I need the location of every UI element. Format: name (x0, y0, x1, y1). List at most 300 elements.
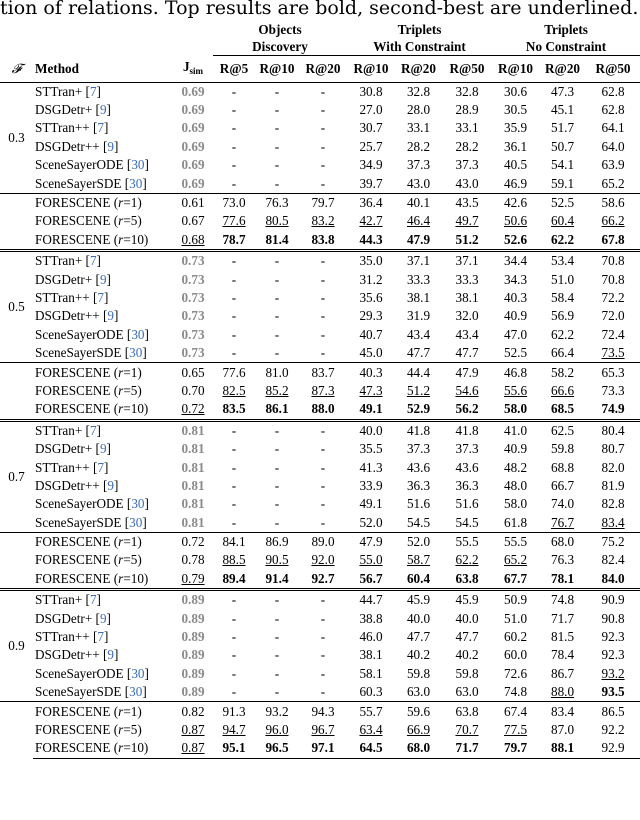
table-row (0, 551, 640, 569)
table-row (0, 458, 640, 476)
underlined-value: 0.87 (181, 721, 205, 737)
jsim-value: 0.89 (181, 610, 205, 626)
wc-value: 59.8 (455, 665, 479, 681)
wc-value: 28.9 (455, 102, 479, 118)
wc-value: 40.0 (455, 610, 479, 626)
header-col-9: R@50 (595, 60, 631, 76)
nc-value: 62.8 (601, 102, 625, 118)
obj-value: - (274, 441, 280, 457)
jsim-main: J (182, 58, 190, 74)
nc-value: 51.0 (550, 271, 575, 287)
nc-value: 40.9 (503, 441, 528, 457)
results-table (0, 21, 640, 759)
value-cell: 0.82 (173, 702, 213, 721)
citation-link[interactable]: 9 (107, 647, 114, 663)
nc-value: 92.3 (601, 629, 625, 645)
r-symbol: r (118, 721, 124, 737)
header-spacer (33, 38, 173, 56)
header-spacer (173, 38, 213, 56)
value-cell: 83.8 (311, 231, 335, 247)
value-cell: 65.3 (586, 363, 640, 382)
nc-value: 61.8 (503, 514, 528, 530)
value-cell: 43.5 (442, 193, 492, 212)
underlined-value: 88.0 (550, 684, 575, 700)
nc-value: 90.8 (601, 610, 625, 626)
header-spacer (173, 21, 213, 38)
nc-value: 86.7 (550, 665, 575, 681)
table-row (0, 477, 640, 495)
underlined-value: 93.2 (601, 665, 625, 681)
value-cell (395, 721, 442, 739)
obj-value: - (320, 441, 326, 457)
citation-link[interactable]: 9 (107, 138, 114, 154)
r-symbol: r (118, 401, 124, 417)
nc-value: 48.2 (503, 459, 528, 475)
value-cell: 47.9 (406, 231, 431, 247)
header-no-constraint-line2: No Constraint (492, 38, 640, 56)
obj-value: - (274, 289, 280, 305)
value-cell: 83.5 (222, 401, 246, 417)
jsim-value: 0.69 (181, 120, 205, 136)
value-cell: 40.1 (395, 193, 442, 212)
table-row (0, 119, 640, 137)
r-symbol: r (118, 231, 124, 247)
r-symbol: r (118, 382, 124, 398)
wc-value: 40.0 (347, 420, 395, 440)
nc-value: 70.8 (586, 251, 640, 271)
obj-value: - (274, 271, 280, 287)
nc-value: 74.0 (550, 496, 575, 512)
value-cell: 84.0 (601, 570, 625, 586)
obj-value: - (274, 175, 280, 191)
r-symbol: r (118, 703, 124, 719)
citation-link[interactable]: 7 (97, 120, 104, 136)
jsim-value: 0.81 (181, 514, 205, 530)
jsim-value: 0.81 (181, 441, 205, 457)
wc-value: 41.3 (359, 459, 383, 475)
jsim-value: 0.89 (181, 647, 205, 663)
header-col-2: R@10 (259, 60, 295, 76)
underlined-value: 66.9 (406, 721, 431, 737)
value-cell: 88.0 (311, 401, 335, 417)
value-cell: 58.0 (503, 401, 528, 417)
table-row (0, 289, 640, 307)
citation-link[interactable]: 30 (131, 157, 145, 173)
value-cell: 67.7 (503, 570, 528, 586)
value-cell: 68.5 (550, 401, 575, 417)
obj-value: - (231, 289, 237, 305)
method-name: FORESCENE (r=10) (35, 570, 149, 586)
citation-link[interactable]: 7 (89, 422, 97, 438)
r-symbol: r (118, 740, 124, 756)
value-cell: 73.3 (601, 382, 625, 398)
value-cell: 44.4 (395, 363, 442, 382)
value-cell (442, 551, 492, 569)
value-cell: 86.5 (586, 702, 640, 721)
value-cell: 36.4 (347, 193, 395, 212)
wc-value: 47.7 (406, 629, 431, 645)
citation-link[interactable]: 30 (131, 496, 145, 512)
obj-value: - (274, 514, 280, 530)
obj-value: - (231, 120, 237, 136)
citation-link[interactable]: 7 (97, 629, 104, 645)
value-cell: 52.9 (406, 401, 431, 417)
table-row (0, 363, 640, 382)
obj-value: - (320, 496, 326, 512)
obj-value: - (320, 514, 326, 530)
nc-value: 64.1 (601, 120, 625, 136)
wc-value: 29.3 (359, 308, 383, 324)
obj-value: - (320, 157, 326, 173)
value-cell: 92.7 (311, 570, 335, 586)
underlined-value: 51.2 (406, 382, 431, 398)
value-cell: 52.5 (539, 193, 586, 212)
table-row (0, 420, 640, 440)
nc-value: 60.0 (503, 647, 528, 663)
wc-value: 45.9 (395, 590, 442, 610)
method-name: DSGDetr++ [9] (35, 138, 119, 154)
wc-value: 54.5 (455, 514, 479, 530)
value-cell: 63.8 (455, 570, 479, 586)
wc-value: 27.0 (359, 102, 383, 118)
method-name: FORESCENE (r=5) (35, 552, 142, 568)
nc-value: 74.8 (539, 590, 586, 610)
wc-value: 33.9 (359, 477, 383, 493)
obj-value: - (231, 271, 237, 287)
citation-link[interactable]: 30 (129, 175, 143, 191)
underlined-value: 55.6 (503, 382, 528, 398)
jsim-value: 0.73 (181, 326, 205, 342)
citation-link[interactable]: 7 (89, 253, 97, 269)
value-cell: 46.8 (492, 363, 539, 382)
value-cell: 62.2 (550, 231, 575, 247)
obj-value: - (231, 441, 237, 457)
obj-value: - (213, 590, 255, 610)
jsim-value: 0.69 (181, 102, 205, 118)
value-cell: 92.2 (601, 721, 625, 737)
r-symbol: r (118, 195, 124, 211)
underlined-value: 62.2 (455, 552, 479, 568)
obj-value: - (320, 175, 326, 191)
wc-value: 60.3 (359, 684, 383, 700)
wc-value: 46.0 (359, 629, 383, 645)
r-symbol: r (118, 552, 124, 568)
obj-value: - (231, 157, 237, 173)
value-cell (395, 551, 442, 569)
table-row (0, 609, 640, 627)
nc-value: 45.1 (550, 102, 575, 118)
table-row (0, 344, 640, 363)
value-cell: 86.9 (255, 532, 299, 551)
obj-value: - (255, 420, 299, 440)
jsim-subscript: sim (189, 65, 204, 76)
header-spacer (33, 21, 173, 38)
wc-value: 41.8 (395, 420, 442, 440)
wc-value: 52.0 (359, 514, 383, 530)
wc-value: 37.3 (455, 441, 479, 457)
header-objects-line2: Discovery (213, 38, 347, 56)
value-cell: 55.5 (492, 532, 539, 551)
header-f-symbol: 𝓕 (11, 60, 22, 76)
value-cell: 74.9 (601, 401, 625, 417)
wc-value: 43.6 (406, 459, 431, 475)
nc-value: 59.1 (550, 175, 575, 191)
nc-value: 34.3 (503, 271, 528, 287)
value-cell: 60.4 (406, 570, 431, 586)
nc-value: 64.0 (601, 138, 625, 154)
value-cell: 91.4 (265, 570, 289, 586)
obj-value: - (231, 665, 237, 681)
value-cell: 89.4 (222, 570, 246, 586)
nc-value: 36.1 (503, 138, 528, 154)
citation-link[interactable]: 30 (129, 684, 143, 700)
header-with-constraint-line2: With Constraint (347, 38, 492, 56)
wc-value: 47.7 (455, 629, 479, 645)
value-cell (173, 721, 213, 739)
wc-value: 38.1 (455, 289, 479, 305)
value-cell (442, 212, 492, 230)
wc-value: 40.7 (359, 326, 383, 342)
wc-value: 54.5 (406, 514, 431, 530)
citation-link[interactable]: 9 (107, 308, 114, 324)
value-cell: 55.7 (347, 702, 395, 721)
wc-value: 37.3 (406, 157, 431, 173)
f-spacer (0, 532, 33, 589)
header-method: Method (35, 60, 79, 76)
value-cell: 58.6 (586, 193, 640, 212)
value-cell (213, 382, 255, 400)
obj-value: - (320, 345, 326, 361)
header-col-3: R@20 (305, 60, 341, 76)
value-cell (255, 382, 299, 400)
value-cell (299, 212, 347, 230)
value-cell (395, 382, 442, 400)
obj-value: - (320, 610, 326, 626)
wc-value: 28.2 (455, 138, 479, 154)
value-cell: 0.61 (173, 193, 213, 212)
obj-value: - (320, 102, 326, 118)
citation-link[interactable]: 30 (131, 665, 145, 681)
header-no-constraint-line1: Triplets (544, 22, 588, 37)
wc-value: 47.7 (455, 345, 479, 361)
value-cell (539, 382, 586, 400)
nc-value: 50.7 (550, 138, 575, 154)
method-name: STTran+ [7] (33, 251, 173, 271)
nc-value: 66.4 (550, 345, 575, 361)
method-name: FORESCENE (r=10) (35, 401, 149, 417)
obj-value: - (274, 102, 280, 118)
nc-value: 62.5 (539, 420, 586, 440)
wc-value: 36.3 (455, 477, 479, 493)
wc-value: 38.1 (359, 647, 383, 663)
value-cell: 94.3 (299, 702, 347, 721)
value-cell: 92.9 (586, 739, 640, 758)
wc-value: 45.9 (442, 590, 492, 610)
value-cell: 47.9 (442, 363, 492, 382)
value-cell: 76.3 (550, 552, 575, 568)
underlined-value: 47.3 (359, 382, 383, 398)
header-col-5: R@20 (401, 60, 436, 76)
method-name: FORESCENE (r=1) (33, 532, 173, 551)
table-row (0, 739, 640, 758)
f-value: 0.5 (0, 251, 33, 363)
method-name: FORESCENE (r=1) (33, 193, 173, 212)
value-cell: 93.2 (255, 702, 299, 721)
nc-value: 81.5 (550, 629, 575, 645)
underlined-value: 50.6 (503, 213, 528, 229)
r-symbol: r (118, 213, 124, 229)
citation-link[interactable]: 9 (99, 610, 107, 626)
citation-link[interactable]: 9 (99, 102, 107, 118)
obj-value: - (299, 251, 347, 271)
obj-value: - (274, 629, 280, 645)
table-row (0, 82, 640, 101)
obj-value: - (299, 420, 347, 440)
obj-value: - (231, 477, 237, 493)
citation-link[interactable]: 30 (129, 345, 143, 361)
obj-value: - (231, 308, 237, 324)
value-cell (347, 721, 395, 739)
table-row (0, 570, 640, 590)
value-cell: 52.0 (395, 532, 442, 551)
underlined-value: 0.87 (181, 740, 205, 756)
obj-value: - (274, 684, 280, 700)
wc-value: 43.0 (455, 175, 479, 191)
value-cell (255, 212, 299, 230)
value-cell (173, 400, 213, 420)
method-name: FORESCENE (r=1) (33, 702, 173, 721)
method-name: DSGDetr+ [9] (35, 441, 111, 457)
obj-value: - (320, 629, 326, 645)
method-name: STTran++ [7] (35, 120, 109, 136)
nc-value: 92.3 (601, 647, 625, 663)
citation-link[interactable]: 30 (129, 514, 143, 530)
value-cell (213, 551, 255, 569)
underlined-value: 42.7 (359, 213, 383, 229)
citation-link[interactable]: 9 (99, 271, 107, 287)
value-cell (395, 212, 442, 230)
citation-link[interactable]: 9 (99, 441, 107, 457)
value-cell: 73.0 (213, 193, 255, 212)
value-cell (173, 231, 213, 251)
obj-value: - (231, 459, 237, 475)
obj-value: - (274, 496, 280, 512)
value-cell: 97.1 (299, 739, 347, 758)
wc-value: 25.7 (359, 138, 383, 154)
method-name: FORESCENE (r=1) (33, 363, 173, 382)
obj-value: - (320, 120, 326, 136)
jsim-value: 0.81 (181, 496, 205, 512)
underlined-value: 54.6 (455, 382, 479, 398)
nc-value: 72.0 (601, 308, 625, 324)
jsim-value: 0.81 (181, 477, 205, 493)
method-name: FORESCENE (r=10) (33, 739, 173, 758)
value-cell: 78.1 (550, 570, 575, 586)
obj-value: - (231, 102, 237, 118)
value-cell (299, 721, 347, 739)
underlined-value: 85.2 (265, 382, 289, 398)
f-value: 0.3 (0, 82, 33, 193)
citation-link[interactable]: 30 (131, 326, 145, 342)
citation-link[interactable]: 9 (107, 477, 114, 493)
obj-value: - (231, 647, 237, 663)
f-spacer (0, 702, 33, 758)
jsim-value: 0.73 (181, 271, 205, 287)
wc-value: 30.8 (347, 82, 395, 101)
value-cell: 56.7 (359, 570, 383, 586)
table-row (0, 193, 640, 212)
citation-link[interactable]: 7 (89, 592, 97, 608)
nc-value: 65.2 (601, 175, 625, 191)
wc-value: 43.6 (455, 459, 479, 475)
nc-value: 82.0 (601, 459, 625, 475)
underlined-value: 92.0 (311, 552, 335, 568)
obj-value: - (231, 175, 237, 191)
table-row (0, 495, 640, 513)
value-cell: 78.7 (222, 231, 246, 247)
underlined-value: 76.7 (550, 514, 575, 530)
value-cell (442, 382, 492, 400)
method-name: SceneSayerODE [30] (35, 157, 149, 173)
wc-value: 33.3 (406, 271, 431, 287)
citation-link[interactable]: 7 (89, 83, 97, 99)
obj-value: - (274, 459, 280, 475)
table-row (0, 307, 640, 325)
underlined-value: 83.2 (311, 213, 335, 229)
underlined-value: 83.4 (601, 514, 625, 530)
wc-value: 36.3 (406, 477, 431, 493)
header-row-2 (0, 38, 640, 56)
value-cell: 55.5 (442, 532, 492, 551)
method-name: SceneSayerSDE [30] (35, 345, 147, 361)
obj-value: - (274, 326, 280, 342)
value-cell: 40.3 (347, 363, 395, 382)
underlined-value: 70.7 (455, 721, 479, 737)
method-name: STTran++ [7] (35, 459, 109, 475)
nc-value: 62.2 (550, 326, 575, 342)
value-cell: 56.2 (455, 401, 479, 417)
table-caption: tion of relations. Top results are bold, second-best are underlined. (0, 0, 639, 19)
underlined-value: 80.5 (265, 213, 289, 229)
obj-value: - (213, 82, 255, 101)
citation-link[interactable]: 7 (97, 459, 104, 475)
value-cell: 0.78 (181, 552, 205, 568)
jsim-value: 0.69 (173, 82, 213, 101)
wc-value: 33.1 (406, 120, 431, 136)
nc-value: 63.9 (601, 157, 625, 173)
value-cell (492, 721, 539, 739)
nc-value: 72.2 (601, 289, 625, 305)
value-cell: 89.0 (299, 532, 347, 551)
obj-value: - (231, 326, 237, 342)
r-symbol: r (118, 570, 124, 586)
value-cell: 68.0 (539, 532, 586, 551)
wc-value: 31.9 (406, 308, 431, 324)
r-symbol: r (118, 534, 124, 550)
obj-value: - (320, 647, 326, 663)
table-row (0, 683, 640, 702)
obj-value: - (320, 308, 326, 324)
table-row (0, 702, 640, 721)
citation-link[interactable]: 7 (97, 289, 104, 305)
wc-value: 59.8 (406, 665, 431, 681)
table-row (0, 101, 640, 119)
nc-value: 90.9 (586, 590, 640, 610)
header-with-constraint-line1: Triplets (397, 22, 442, 37)
value-cell: 79.7 (492, 739, 539, 758)
wc-value: 63.0 (406, 684, 431, 700)
obj-value: - (274, 120, 280, 136)
